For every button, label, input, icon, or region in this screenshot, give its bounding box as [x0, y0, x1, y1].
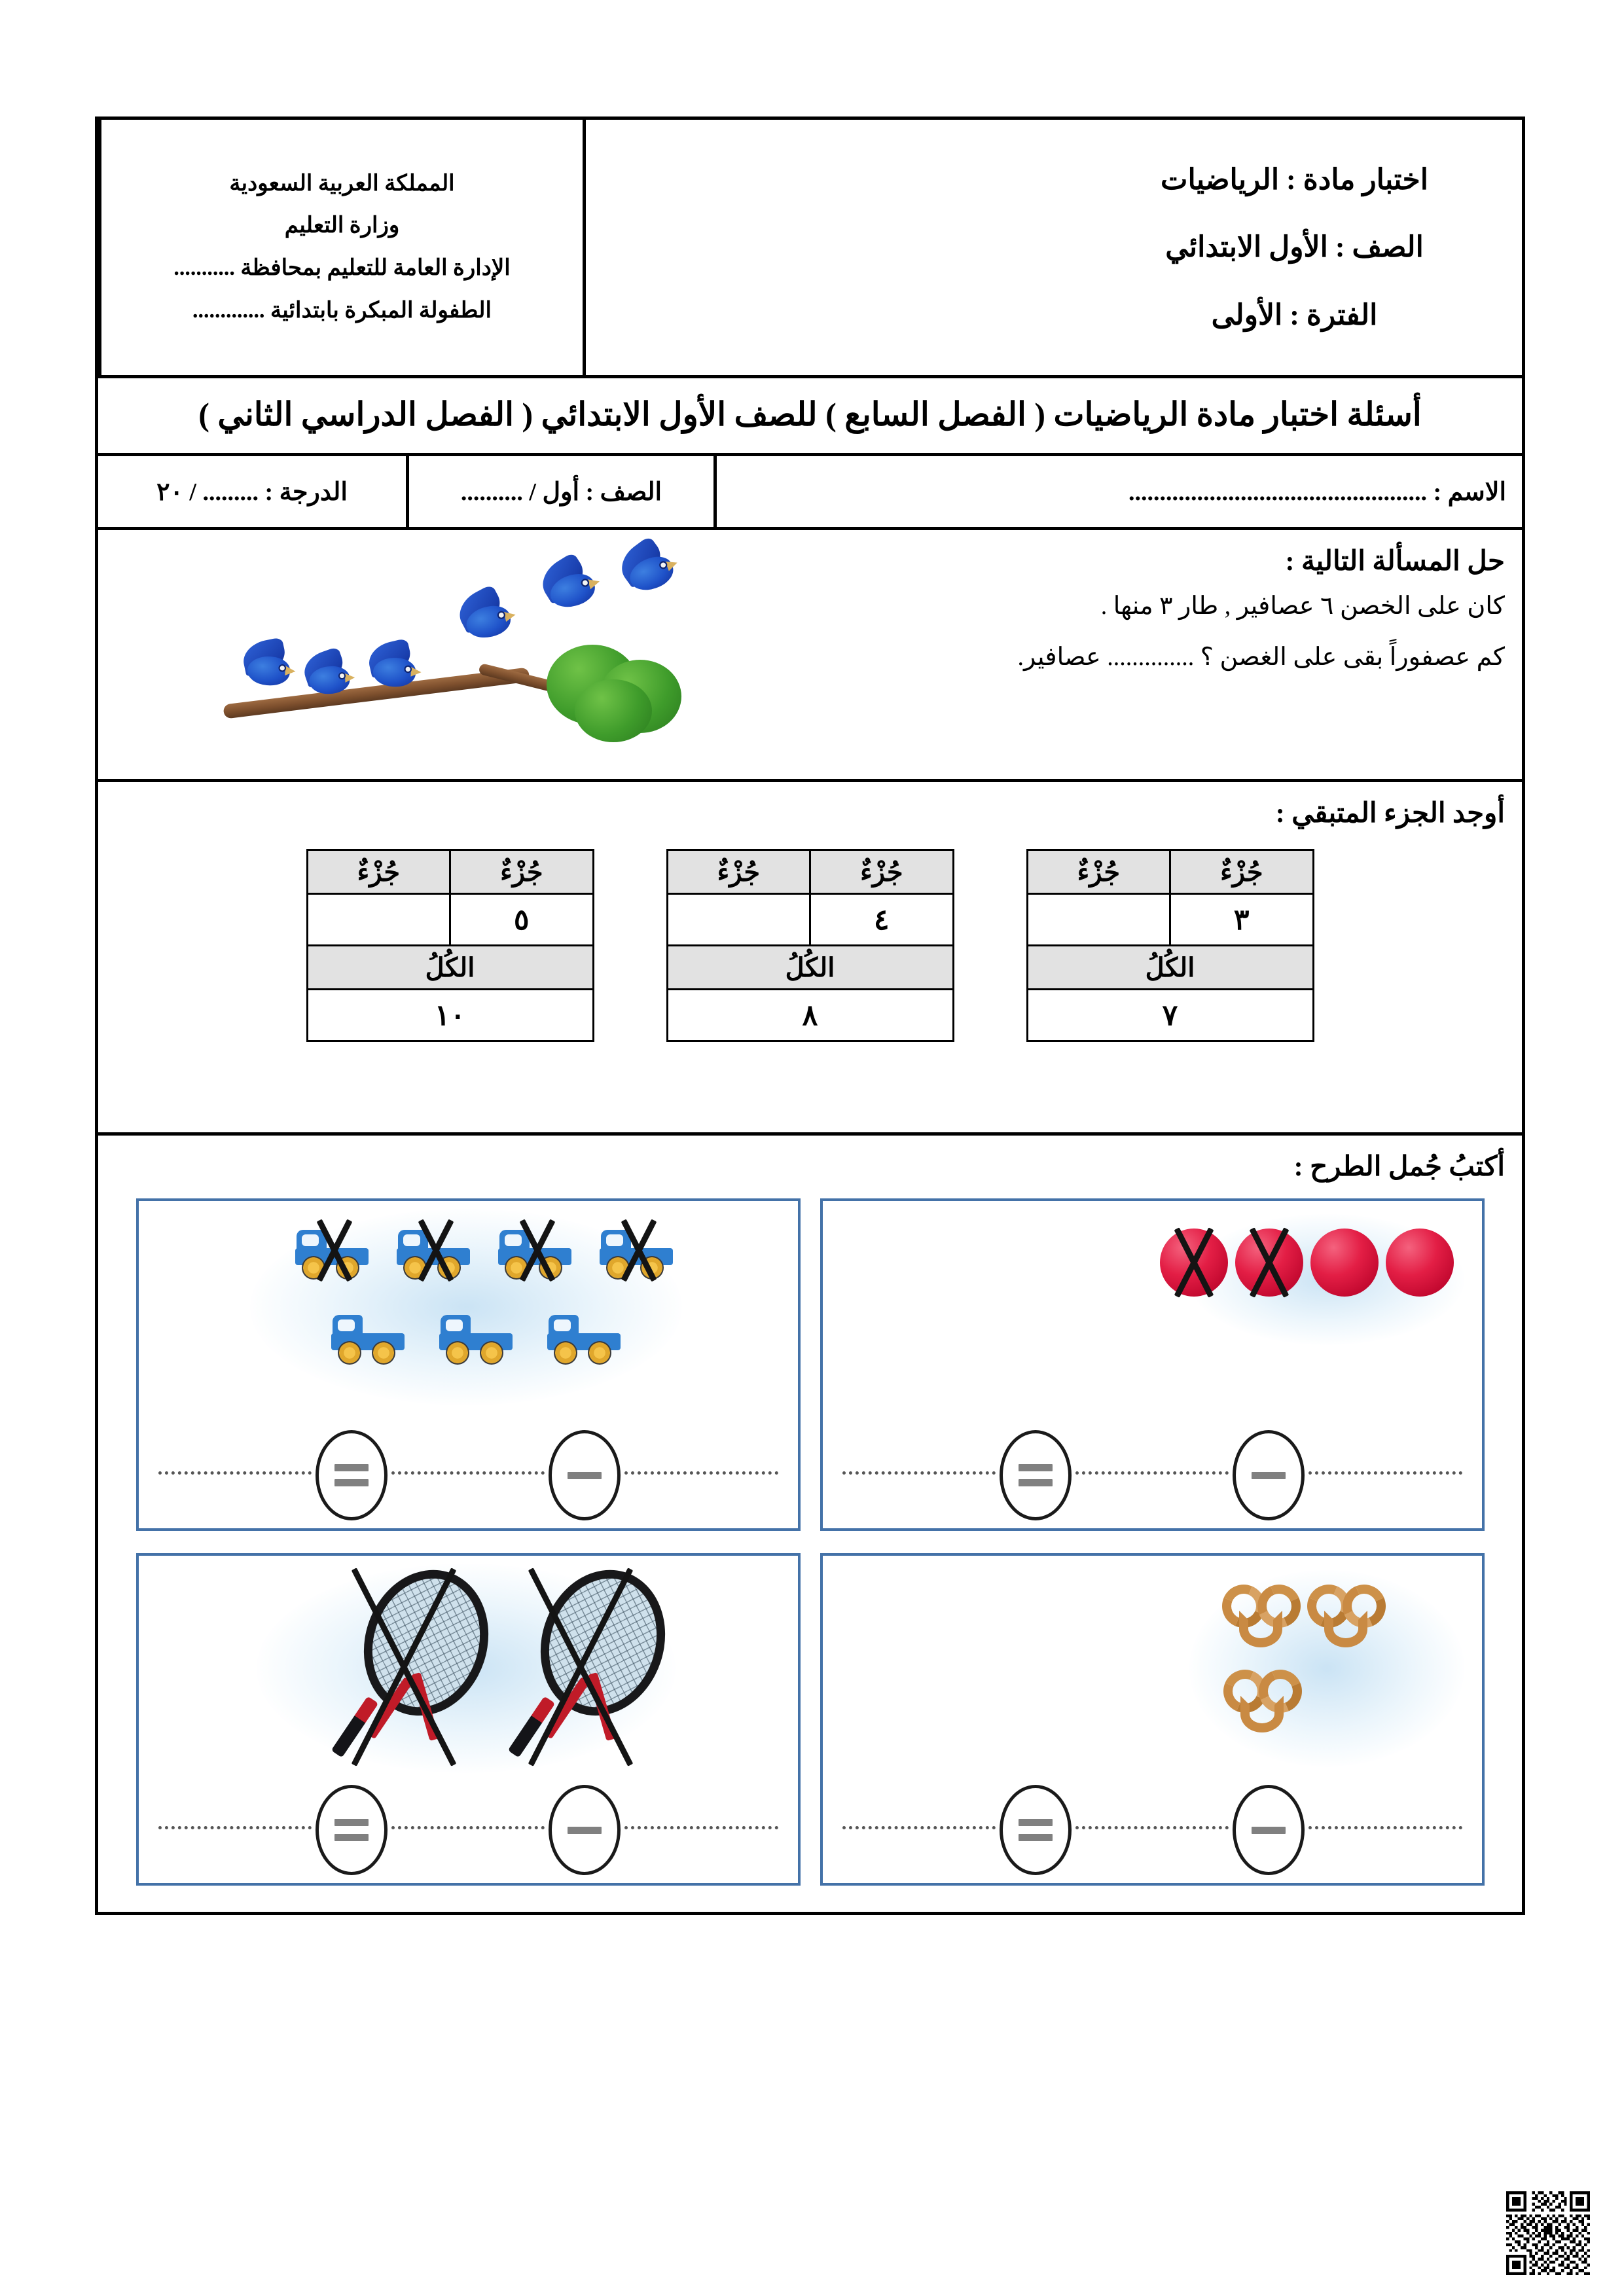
question-2-section	[98, 782, 1522, 1136]
question-1-line-1: كان على الخصن ٦ عصافير , طار ٣ منها .	[1100, 592, 1505, 620]
truck-7	[329, 1306, 412, 1366]
pretzels-answer-row	[839, 1794, 1466, 1866]
table-row-whole-value	[307, 990, 593, 1041]
header-ministry-line-3: الإدارة العامة للتعليم بمحافظة ...........	[173, 256, 511, 280]
minus-sign-icon	[1252, 1472, 1286, 1479]
part-missing-input[interactable]	[667, 894, 810, 946]
equals-operator-circle	[1000, 1785, 1072, 1875]
whole-label: الكُلُ	[667, 946, 953, 990]
balls-stage	[823, 1209, 1482, 1425]
pretzels-box	[820, 1553, 1485, 1886]
minus-operator-circle	[549, 1430, 621, 1520]
answer-blank-middle[interactable]	[1075, 1826, 1229, 1829]
answer-blank-left[interactable]	[842, 1826, 996, 1829]
minus-sign-icon	[1252, 1827, 1286, 1834]
answer-blank-left[interactable]	[158, 1826, 312, 1829]
trucks-answer-row	[154, 1439, 782, 1511]
table-row-whole-label	[667, 946, 953, 990]
part-label-left: جُزْءٌ	[667, 850, 810, 894]
trucks-stage	[139, 1209, 798, 1425]
header-band	[98, 120, 1522, 378]
truck-3-crossed	[394, 1221, 478, 1281]
table-row-headers	[1027, 850, 1313, 894]
question-1-line-2[interactable]: كم عصفوراً بقى على الغصن ؟ .............. عصافير.	[1017, 643, 1505, 671]
answer-blank-left[interactable]	[842, 1471, 996, 1475]
question-3-section	[98, 1136, 1522, 1912]
equals-operator-circle	[316, 1430, 388, 1520]
part-known-value: ٤	[810, 894, 954, 946]
header-ministry-line-1: المملكة العربية السعودية	[229, 171, 455, 196]
question-1-heading: حل المسألة التالية :	[1285, 547, 1505, 577]
part-known-value: ٥	[450, 894, 594, 946]
whole-value: ١٠	[307, 990, 593, 1041]
answer-blank-middle[interactable]	[391, 1826, 545, 1829]
part-label-right: جُزْءٌ	[1170, 850, 1314, 894]
header-subject-line-2: الصف : الأول الابتدائي	[1165, 231, 1424, 264]
equals-sign-icon	[1019, 1464, 1053, 1486]
equals-operator-circle	[316, 1785, 388, 1875]
minus-sign-icon	[568, 1472, 602, 1479]
minus-operator-circle	[549, 1785, 621, 1875]
answer-blank-left[interactable]	[158, 1471, 312, 1475]
table-row-whole-value	[667, 990, 953, 1041]
header-logo-cell	[583, 120, 1067, 375]
truck-1-crossed	[597, 1221, 681, 1281]
part-known-value: ٣	[1170, 894, 1314, 946]
answer-blank-right[interactable]	[1308, 1471, 1462, 1475]
part-whole-table-2	[666, 849, 954, 1042]
header-ministry-line-4: الطفولة المبكرة بابتدائية .............	[192, 298, 492, 323]
pretzel-1	[1307, 1582, 1386, 1655]
table-row-headers	[307, 850, 593, 894]
question-1-body	[98, 581, 1522, 696]
student-info-row	[98, 456, 1522, 530]
minus-operator-circle	[1233, 1785, 1305, 1875]
truck-5	[545, 1306, 628, 1366]
exam-title-row	[98, 378, 1522, 456]
cross-out-icon	[1235, 1229, 1303, 1297]
whole-value: ٧	[1027, 990, 1313, 1041]
ball-1	[1386, 1229, 1454, 1297]
racket-1-crossed	[505, 1569, 656, 1765]
page-title: أسئلة اختبار مادة الرياضيات ( الفصل السابع ) للصف الأول الابتدائي ( الفصل الدراسي الثاني )	[198, 396, 1422, 433]
whole-label: الكُلُ	[307, 946, 593, 990]
answer-blank-middle[interactable]	[391, 1471, 545, 1475]
part-whole-table-3	[1026, 849, 1314, 1042]
minus-operator-circle	[1233, 1430, 1305, 1520]
table-row-whole-label	[307, 946, 593, 990]
truck-6	[437, 1306, 520, 1366]
part-label-right: جُزْءٌ	[450, 850, 594, 894]
table-row-values	[1027, 894, 1313, 946]
table-row-whole-label	[1027, 946, 1313, 990]
answer-blank-middle[interactable]	[1075, 1471, 1229, 1475]
part-label-left: جُزْءٌ	[1027, 850, 1170, 894]
header-subject-line-1: اختبار مادة : الرياضيات	[1161, 163, 1428, 196]
header-subject-cell	[1067, 120, 1522, 375]
balls-answer-row	[839, 1439, 1466, 1511]
whole-label: الكُلُ	[1027, 946, 1313, 990]
racket-2-crossed	[329, 1569, 479, 1765]
header-ministry-line-2: وزارة التعليم	[284, 213, 400, 238]
part-missing-input[interactable]	[1027, 894, 1170, 946]
part-label-left: جُزْءٌ	[307, 850, 450, 894]
table-row-values	[307, 894, 593, 946]
header-ministry-cell	[98, 120, 583, 375]
header-subject-line-3: الفترة : الأولى	[1211, 298, 1378, 331]
student-class-field[interactable]: الصف : أول / ..........	[406, 456, 713, 527]
rackets-answer-row	[154, 1794, 782, 1866]
equals-operator-circle	[1000, 1430, 1072, 1520]
trucks-box	[136, 1198, 801, 1531]
answer-blank-right[interactable]	[624, 1471, 778, 1475]
answer-blank-right[interactable]	[1308, 1826, 1462, 1829]
exam-frame	[95, 117, 1525, 1915]
student-grade-field[interactable]: الدرجة : ......... / ٢٠	[156, 478, 348, 506]
part-missing-input[interactable]	[307, 894, 450, 946]
minus-sign-icon	[568, 1827, 602, 1834]
qr-code-icon	[1506, 2191, 1590, 2275]
answer-blank-right[interactable]	[624, 1826, 778, 1829]
balls-box	[820, 1198, 1485, 1531]
rackets-box	[136, 1553, 801, 1886]
rackets-stage	[139, 1564, 798, 1780]
cross-out-icon	[1160, 1229, 1228, 1297]
truck-2-crossed	[496, 1221, 579, 1281]
part-label-right: جُزْءٌ	[810, 850, 954, 894]
part-whole-table-1	[306, 849, 594, 1042]
pretzel-2	[1222, 1582, 1301, 1655]
question-2-heading: أوجد الجزء المتبقي :	[1275, 798, 1505, 829]
equals-sign-icon	[334, 1819, 369, 1841]
foliage-shape-3	[575, 679, 652, 742]
part-whole-table-group	[98, 833, 1522, 1064]
equals-sign-icon	[1019, 1819, 1053, 1841]
pretzels-stage	[823, 1564, 1482, 1780]
table-row-whole-value	[1027, 990, 1313, 1041]
ball-3-crossed	[1235, 1229, 1303, 1297]
ball-2	[1310, 1229, 1379, 1297]
pretzel-3	[1223, 1667, 1302, 1740]
question-1-section	[98, 530, 1522, 782]
equals-sign-icon	[334, 1464, 369, 1486]
question-3-heading: أكتبُ جُمل الطرح :	[1293, 1152, 1505, 1182]
table-row-values	[667, 894, 953, 946]
truck-4-crossed	[293, 1221, 376, 1281]
table-row-headers	[667, 850, 953, 894]
ball-4-crossed	[1160, 1229, 1228, 1297]
whole-value: ٨	[667, 990, 953, 1041]
subtraction-picture-grid	[98, 1187, 1522, 1912]
student-name-field[interactable]: الاسم : ................................................	[713, 456, 1522, 527]
